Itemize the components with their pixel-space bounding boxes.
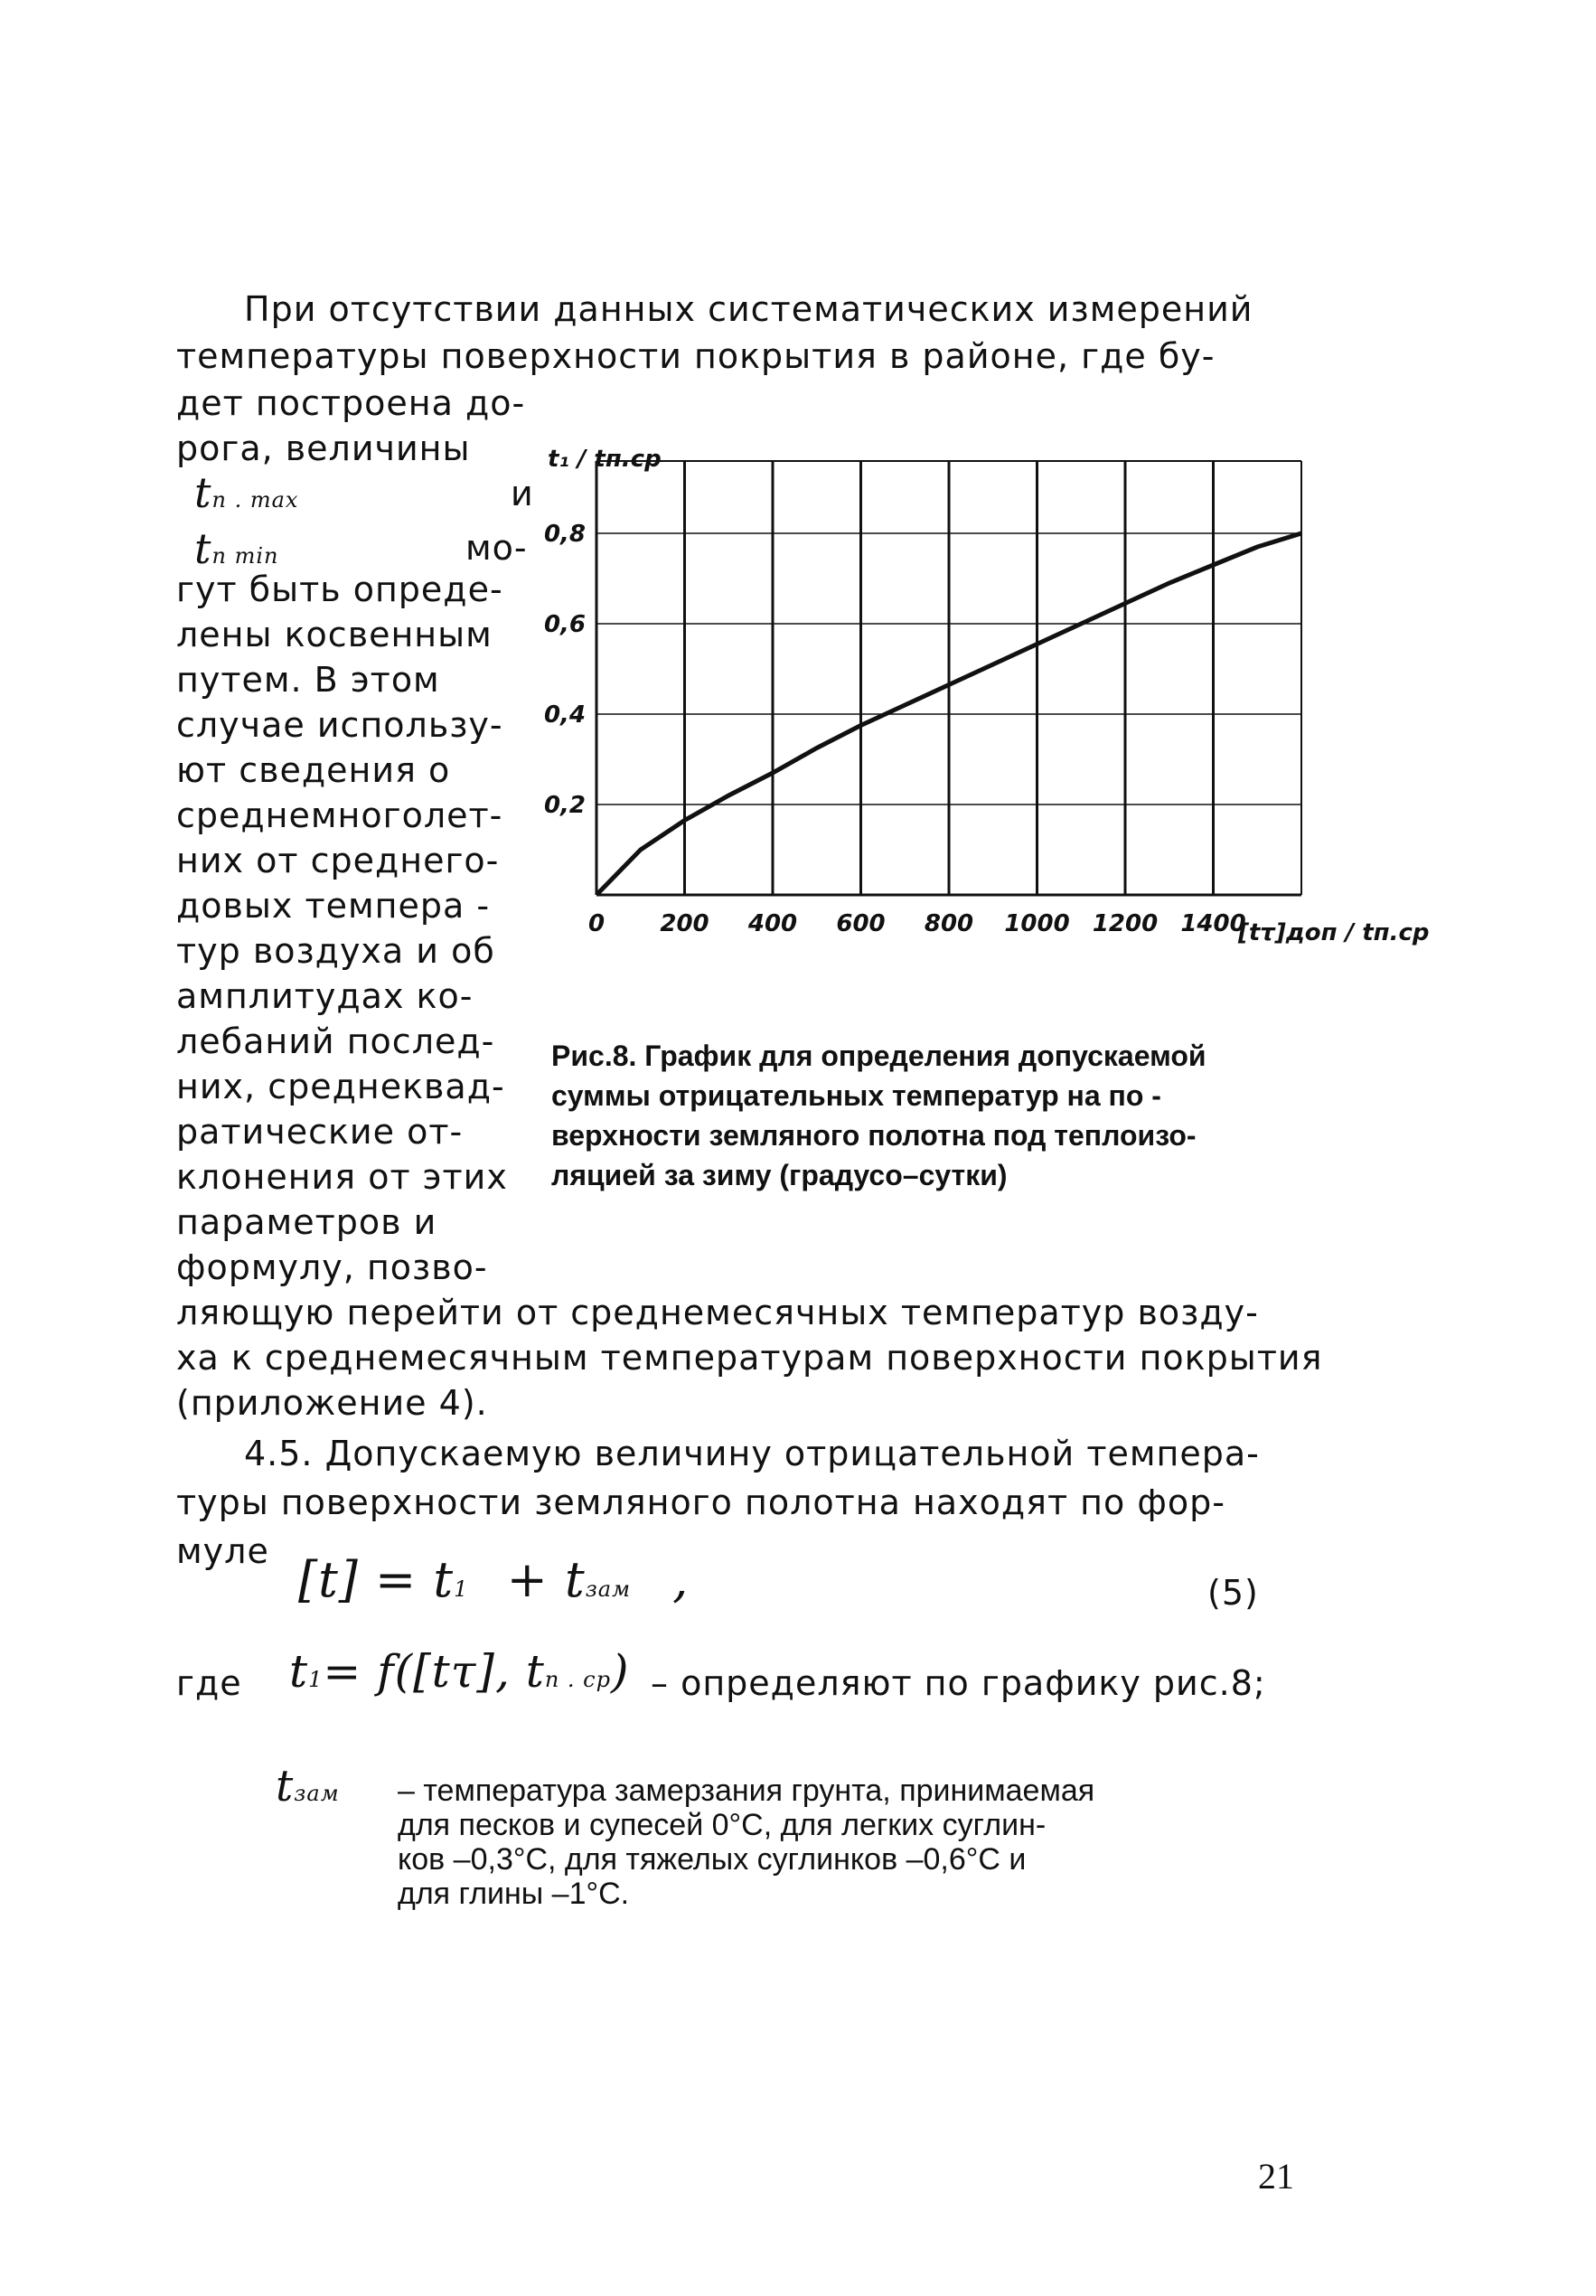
text-line-19-content: ратические от- [176, 1112, 464, 1152]
chart-grid [596, 461, 1301, 895]
y-tick-label: 0,8 [543, 521, 586, 548]
text-line-25 [176, 1383, 488, 1423]
formula-sub-2: зам [585, 1576, 631, 1602]
text-line-9 [176, 660, 440, 700]
formula-number-text: (5) [1207, 1573, 1259, 1613]
x-tick-label: 200 [660, 910, 709, 937]
x-tick-label: 0 [587, 910, 606, 937]
text-line-24 [176, 1338, 1322, 1378]
formula-5 [298, 1551, 689, 1608]
figure-caption [551, 1036, 1206, 1195]
text-line-15 [176, 931, 495, 971]
text-and: и [511, 474, 534, 513]
text-line-8 [176, 615, 493, 654]
math-tn-min [194, 524, 528, 573]
math-tn-max-symbol: t [194, 468, 212, 517]
text-line-7-content: гут быть опреде- [176, 569, 503, 609]
formula-plus: + t [506, 1551, 586, 1608]
paragraph-4-5-line-2 [176, 1482, 1225, 1522]
where-word-text: где [176, 1663, 242, 1703]
def-tzam-t: t [276, 1761, 295, 1811]
chart-ticks [544, 521, 1246, 937]
x-tick-label: 800 [924, 910, 974, 937]
text-line-23-content: ляющую перейти от среднемесячных температур возду- [176, 1293, 1259, 1332]
math-tn-max-sub: п . max [211, 487, 299, 513]
text-line-23 [176, 1293, 1259, 1332]
x-tick-label: 1400 [1180, 910, 1246, 937]
text-line-3 [176, 383, 525, 423]
paragraph-4-5-line-1 [244, 1434, 1260, 1473]
def-tzam-line-4: для глины –1°С. [398, 1877, 630, 1911]
paragraph-4-5-line-1-content: 4.5. Допускаемую величину отрицательной темпера- [244, 1434, 1260, 1473]
text-line-14-content: довых темпера - [176, 886, 491, 926]
text-line-2-content: температуры поверхности покрытия в районе, где бу- [176, 336, 1216, 376]
text-line-15-content: тур воздуха и об [176, 931, 495, 971]
text-line-1 [244, 289, 1328, 329]
math-tn-min-sub: п min [211, 543, 279, 569]
text-line-4 [176, 428, 471, 468]
chart-y-axis-label [548, 446, 662, 473]
text-line-20 [176, 1157, 508, 1197]
def-tzam-sub: зам [294, 1781, 340, 1806]
def-tzam-line-3: ков –0,3°С, для тяжелых суглинков –0,6°С и [398, 1842, 1027, 1877]
y-tick-label: 0,4 [543, 701, 586, 729]
formula-end: , [672, 1551, 690, 1608]
caption-line-3: верхности земляного полотна под теплоизо- [551, 1119, 1197, 1152]
definition-t1 [289, 1645, 630, 1698]
caption-line-1: Рис.8. График для определения допускаемой [551, 1040, 1206, 1072]
text-line-14 [176, 886, 490, 926]
y-tick-label: 0,2 [543, 792, 586, 819]
paragraph-4-5-line-3 [176, 1531, 269, 1571]
text-line-22 [176, 1247, 488, 1287]
text-line-24-content: ха к среднемесячным температурам поверхности покрытия [176, 1338, 1323, 1378]
text-line-20-content: клонения от этих [176, 1157, 508, 1197]
text-mo: мо- [465, 528, 528, 568]
formula-number [1207, 1573, 1259, 1613]
def-t1-close: ) [610, 1645, 630, 1698]
text-line-10-content: случае использу- [176, 705, 503, 745]
text-line-10 [176, 705, 503, 745]
where-word [176, 1663, 242, 1703]
def-t1-sub2: п . ср [544, 1667, 611, 1692]
x-tick-label: 400 [747, 910, 798, 937]
text-line-13 [176, 841, 499, 880]
text-line-1-content: При отсутствии данных систематических измерений [244, 289, 1253, 329]
def-tzam-line-2: для песков и супесей 0°C, для легких суглин- [398, 1808, 1047, 1842]
def-t1-sub: 1 [308, 1667, 324, 1692]
text-line-19 [176, 1112, 463, 1152]
text-line-2 [176, 336, 1328, 376]
figure-8-chart [542, 425, 1430, 985]
text-line-11-content: ют сведения о [176, 750, 451, 790]
caption-line-4: ляцией за зиму (градусо–сутки) [551, 1159, 1008, 1191]
text-line-18 [176, 1067, 505, 1106]
text-line-7 [176, 569, 503, 609]
y-axis-label-text: t₁ / tп.ср [548, 446, 662, 473]
text-line-17-content: лебаний послед- [176, 1021, 495, 1061]
def-t1-mid: = f([tτ], t [323, 1645, 545, 1698]
chart-x-axis-label [1237, 919, 1430, 946]
text-line-9-content: путем. В этом [176, 660, 440, 700]
formula-lhs: [t] = t [298, 1551, 455, 1608]
text-line-13-content: них от среднего- [176, 841, 500, 880]
text-line-22-content: формулу, позво- [176, 1247, 488, 1287]
paragraph-4-5-line-3-content: муле [176, 1531, 269, 1571]
paragraph-4-5-line-2-content: туры поверхности земляного полотна находят по фор- [176, 1482, 1225, 1522]
text-line-12 [176, 795, 502, 835]
x-axis-label-text: [tτ]доп / tп.ср [1238, 919, 1430, 946]
text-line-21 [176, 1202, 437, 1242]
text-line-17 [176, 1021, 494, 1061]
definition-t1-text-content: – определяют по графику рис.8; [651, 1663, 1266, 1703]
def-tzam-line-1: – температура замерзания грунта, принимаемая [398, 1774, 1095, 1808]
text-line-8-content: лены косвенным [176, 615, 493, 654]
definition-t1-text [651, 1663, 1266, 1703]
text-line-21-content: параметров и [176, 1202, 437, 1242]
text-line-18-content: них, среднеквад- [176, 1067, 505, 1106]
x-tick-label: 1200 [1092, 910, 1159, 937]
text-line-16-content: амплитудах ко- [176, 976, 474, 1016]
formula-sub-1: 1 [454, 1576, 469, 1602]
text-line-4-content: рога, величины [176, 428, 471, 468]
math-tn-max [194, 468, 534, 517]
def-t1-symbol: t [289, 1645, 309, 1698]
definition-tzam-symbol [276, 1761, 340, 1811]
text-line-3-content: дет построена до- [176, 383, 526, 423]
x-tick-label: 600 [836, 910, 886, 937]
x-tick-label: 1000 [1004, 910, 1070, 937]
definition-tzam-text [398, 1774, 1094, 1911]
text-line-11 [176, 750, 450, 790]
text-line-12-content: среднемноголет- [176, 795, 503, 835]
caption-line-2: суммы отрицательных температур на по - [551, 1079, 1161, 1112]
page-number: 21 [1258, 2156, 1294, 2197]
y-tick-label: 0,6 [543, 611, 586, 638]
text-line-16 [176, 976, 473, 1016]
text-line-25-content: (приложение 4). [176, 1383, 488, 1423]
math-tn-min-symbol: t [194, 524, 212, 573]
